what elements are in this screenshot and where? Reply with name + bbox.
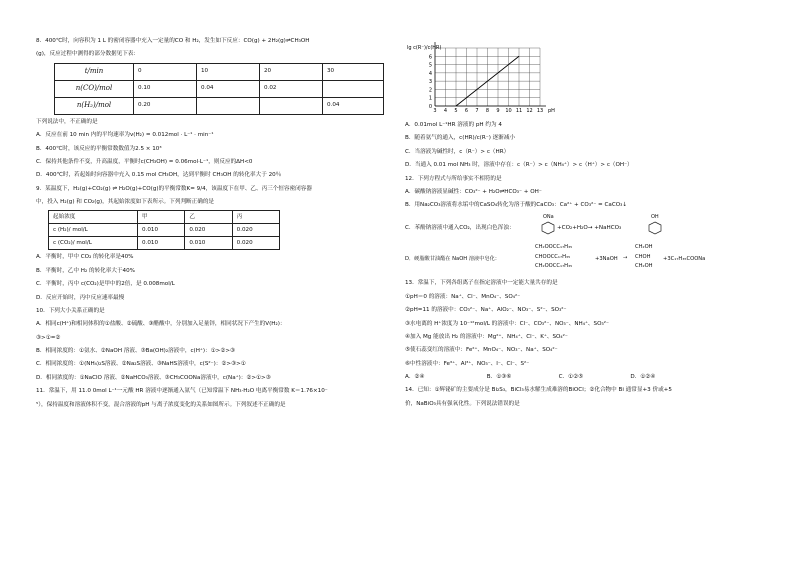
q12-option-b: B．用Na₂CO₃溶液将水垢中的CaSO₄转化为溶于酸的CaCO₃：Ca²⁺ + CO₃²⁻ = CaCO₃↓ xyxy=(405,202,628,209)
row-label: c (CO₂)/ mol/L xyxy=(49,237,138,250)
table-cell: 0.04 xyxy=(323,97,384,114)
table-header: 丙 xyxy=(232,211,279,224)
y-tick-label: 0 xyxy=(428,104,432,110)
table-header: 0 xyxy=(134,63,197,80)
q13-item-1: ①pH＝0 的溶液：Na⁺、Cl⁻、MnO₄⁻、SO₄²⁻ xyxy=(405,293,521,300)
y-axis-label: lg c(R⁻)/c(HR) xyxy=(407,45,442,51)
q13-item-5: ⑤使石蕊变红的溶液中：Fe²⁺、MnO₄⁻、NO₃⁻、Na⁺、SO₄²⁻ xyxy=(405,347,558,354)
y-tick-label: 2 xyxy=(428,87,432,94)
x-tick-label: 8 xyxy=(485,108,490,114)
q10-option-a: A．相同c(H⁺)和相同体积的①盐酸、②硫酸、③醋酸中，分别加入足量锌，相同状况下产生的V(H₂)： xyxy=(36,321,286,328)
table-cell xyxy=(260,97,323,114)
y-tick-label: 3 xyxy=(428,79,432,86)
question-10 xyxy=(36,308,394,382)
table-header: 起始浓度 xyxy=(49,211,138,224)
q8-option-b: B．400℃时，该反应的平衡常数数值为2.5 × 10³ xyxy=(36,145,162,152)
question-9 xyxy=(36,186,394,302)
q11-options xyxy=(405,122,765,169)
row-label: c (H₂)/ mol/L xyxy=(49,224,138,237)
q12-option-c: C．苯酚钠溶液中通入CO₂，出现白色浑浊： xyxy=(405,224,515,231)
table-cell: 0.010 xyxy=(138,237,185,250)
right-column xyxy=(405,122,765,414)
q13-choice-b: B．①③⑥ xyxy=(486,374,512,381)
table-row xyxy=(55,63,384,80)
table-row xyxy=(55,80,384,97)
q11-stem-1: 11．常温下，用 11.0 0mol L⁻¹一元酸 HR 溶液中逐渐通入氨气（已知常温下 NH₃·H₂O 电离平衡常数 K＝1.76×10⁻ xyxy=(36,388,328,395)
table-cell: 0.010 xyxy=(185,237,232,250)
q13-item-4: ④加入 Mg 能放出 H₂ 的溶液中：Mg²⁺、NH₄⁺、Cl⁻、K⁺、SO₄²⁻ xyxy=(405,333,568,340)
q13-choice-a: A．②④ xyxy=(405,374,425,381)
benzene-ring-icon xyxy=(541,221,555,235)
q9-stem-2: 中，投入 H₂(g) 和 CO₂(g)，其起始浓度如下表所示。下列判断正确的是 xyxy=(36,199,215,205)
q8-stem-2: (g)，反应过程中测得的部分数据见下表： xyxy=(36,51,140,58)
q13-item-3: ③水电离的 H⁺浓度为 10⁻¹²mol/L 的溶液中：Cl⁻、CO₃²⁻、NO₃⁻、NH₄⁺、SO₃²⁻ xyxy=(405,320,609,327)
q12-d-reagent: +3NaOH xyxy=(595,256,618,263)
q14-stem-2: 价，NaBiO₃具有强氧化性。下列说法错误的是 xyxy=(405,400,520,407)
question-8 xyxy=(36,38,394,179)
q8-table xyxy=(54,63,384,115)
x-tick-label: 6 xyxy=(464,108,469,114)
glyceride-structure xyxy=(535,244,572,270)
q11-option-b: B．随着氨气的通入，c(HR)/c(R⁻) 逐渐减小 xyxy=(405,135,516,142)
q10-option-a-cont: ③>①=② xyxy=(36,334,61,341)
table-header: 10 xyxy=(197,63,260,80)
structure-line: CH₂OH xyxy=(635,263,653,270)
x-tick-label: 3 xyxy=(433,108,437,114)
q10-option-b: B．相同浓度的：①氨水、②NaOH 溶液、③Ba(OH)₂溶液中，c(H⁺)：①>②>③ xyxy=(36,348,236,354)
x-tick-label: 7 xyxy=(475,108,479,114)
x-tick-label: 12 xyxy=(526,108,533,114)
y-tick-label: 6 xyxy=(428,54,432,61)
structure-line: CH₂OOCC₁₇H₃₅ xyxy=(535,263,573,270)
q11-option-c: C．当溶液为碱性时，c（R⁻）> c（HR） xyxy=(405,148,510,155)
table-header: 甲 xyxy=(138,211,185,224)
table-cell: 0.02 xyxy=(260,80,323,97)
table-row xyxy=(49,211,280,224)
row-label: n(H₂)/mol xyxy=(55,97,134,114)
q11-option-a: A．0.01mol L⁻¹HR 溶液的 pH 约为 4 xyxy=(405,122,502,128)
q10-stem: 10．下列大小关系正确的是 xyxy=(36,307,105,314)
glycerol-structure xyxy=(635,244,653,270)
reaction-arrow-icon: → xyxy=(623,255,628,262)
q11-chart xyxy=(405,40,555,114)
table-cell: 0.010 xyxy=(138,224,185,237)
x-axis-label: pH xyxy=(548,108,555,114)
q11-option-d: D．当通入 0.01 mol NH₃ 时，溶液中存在：c（R⁻）> c（NH₄⁺）> c（H⁺）> c（OH⁻） xyxy=(405,162,633,169)
phenol-label: OH xyxy=(651,213,659,220)
structure-line: CHOH xyxy=(635,253,651,260)
q13-choices xyxy=(405,374,765,381)
q8-option-c: C．保持其他条件不变，升高温度，平衡时c(CH₃OH) = 0.06mol·L⁻¹，则反应的ΔH<0 xyxy=(36,158,253,165)
question-11 xyxy=(36,388,394,408)
table-header: t/min xyxy=(55,63,134,80)
y-tick-label: 1 xyxy=(428,95,432,102)
structure-line: CH₂OOCC₁₇H₃₅ xyxy=(535,244,573,251)
q9-option-a: A．平衡时，甲中 CO₂ 的转化率是40% xyxy=(36,254,134,261)
question-13 xyxy=(405,280,765,381)
x-tick-label: 11 xyxy=(515,108,523,114)
q12-c-equation: +CO₂+H₂O→ +NaHCO₃ xyxy=(557,224,622,231)
q12-option-d-block xyxy=(405,244,765,274)
q10-option-d: D．相同浓度的：①NaClO 溶液、②NaHCO₃溶液、③CH₃COONa溶液中，c(Na⁺)：②>①>③ xyxy=(36,374,271,381)
q8-prompt: 下列说法中，不正确的是 xyxy=(36,118,98,125)
q13-choice-d: D．①②④ xyxy=(630,374,656,381)
q12-option-c-block xyxy=(405,213,765,238)
q9-option-d: D．反应开始时，丙中反应速率最慢 xyxy=(36,294,125,301)
table-cell: 0.020 xyxy=(185,224,232,237)
table-cell: 0.10 xyxy=(134,80,197,97)
x-tick-label: 13 xyxy=(536,108,544,114)
x-tick-label: 10 xyxy=(505,108,512,114)
q12-option-a: A．碳酸钠溶液显碱性：CO₃²⁻ + H₂O⇌HCO₃⁻ + OH⁻ xyxy=(405,188,542,195)
q10-option-c: C．相同浓度的：①(NH₄)₂S溶液、②Na₂S溶液、③NaHS溶液中，c(S²⁻)：②>③>① xyxy=(36,361,246,368)
table-row xyxy=(49,237,280,250)
question-14 xyxy=(405,387,765,407)
table-header: 30 xyxy=(323,63,384,80)
table-header: 乙 xyxy=(185,211,232,224)
structure-line: CH₂OH xyxy=(635,244,653,251)
q8-option-a: A．反应在前 10 min 内的平均速率为v(H₂) = 0.012mol · L⁻¹ · min⁻¹ xyxy=(36,132,214,139)
table-row xyxy=(49,224,280,237)
y-tick-label: 5 xyxy=(428,62,432,69)
q13-item-2: ②pH=11 的溶液中：CO₃²⁻、Na⁺、AlO₂⁻、NO₃⁻、S²⁻、SO₃²⁻ xyxy=(405,307,567,314)
x-tick-label: 4 xyxy=(443,108,448,114)
q9-option-c: C．平衡时，丙中 c(CO₂)是甲中的2倍，是 0.008mol/L xyxy=(36,281,175,288)
q8-option-d: D．400℃时，若起始时向容器中充入 0.15 mol CH₃OH，达到平衡时 CH₃OH 的转化率大于 20％ xyxy=(36,172,282,179)
x-tick-label: 9 xyxy=(496,108,500,114)
table-cell xyxy=(323,80,384,97)
table-cell: 0.020 xyxy=(232,224,279,237)
table-cell: 0.020 xyxy=(232,237,279,250)
table-cell: 0.20 xyxy=(134,97,197,114)
q12-d-product: +3C₁₇H₃₅COONa xyxy=(663,256,706,263)
table-cell xyxy=(197,97,260,114)
table-row xyxy=(55,97,384,114)
benzene-ring-icon xyxy=(648,221,662,235)
structure-line: CHOOCC₁₇H₃₅ xyxy=(535,253,571,260)
q9-table xyxy=(48,210,280,250)
y-tick-label: 4 xyxy=(428,70,432,77)
question-12 xyxy=(405,176,765,275)
q9-stem-1: 9．某温度下，H₂(g)+CO₂(g) ⇌ H₂O(g)+CO(g)的平衡常数K= 9/4，该温度下在甲、乙、丙三个恒容密闭容器 xyxy=(36,185,312,192)
left-column xyxy=(36,38,394,415)
table-header: 20 xyxy=(260,63,323,80)
q12-stem: 12．下列方程式与所给事实不相符的是 xyxy=(405,175,502,182)
q13-choice-c: C．①②⑤ xyxy=(558,374,584,381)
row-label: n(CO)/mol xyxy=(55,80,134,97)
q14-stem-1: 14．已知：①辉铋矿的主要成分是 Bi₂S₃，BiCl₃易水解生成难溶的BiOCl；②化合物中 Bi 通常显+3 价或+5 xyxy=(405,387,672,394)
q13-item-6: ⑥中性溶液中：Fe³⁺、Al³⁺、NO₃⁻、I⁻、Cl⁻、S²⁻ xyxy=(405,360,530,367)
q12-option-d: D．硬脂酸甘油酯在 NaOH 溶液中皂化： xyxy=(405,256,500,263)
q11-stem-2: ⁵），保持温度和溶液体积不变，混合溶液的pH 与离子浓度变化的关系如图所示。下列叙述不正确的是 xyxy=(36,401,286,408)
table-cell: 0.04 xyxy=(197,80,260,97)
x-tick-label: 5 xyxy=(454,108,458,114)
phenoxide-label: ONa xyxy=(543,213,554,220)
q13-stem: 13．常温下，下列各组离子在指定溶液中一定能大量共存的是 xyxy=(405,280,558,287)
q9-option-b: B．平衡时，乙中 H₂ 的转化率大于40% xyxy=(36,267,135,274)
q8-stem-1: 8．400℃时，向容积为 1 L 的密闭容器中充入一定量的CO 和 H₂，发生如下反应：CO(g) + 2H₂(g)⇌CH₃OH xyxy=(36,38,310,44)
